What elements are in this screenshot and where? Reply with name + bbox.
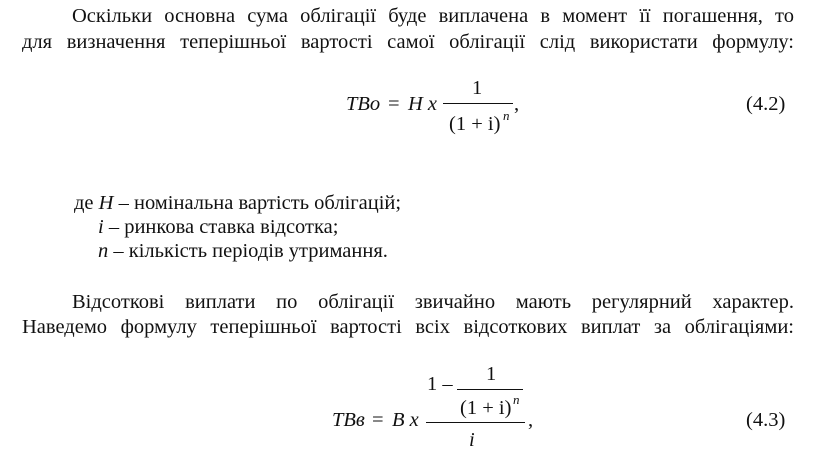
formula-2-equals: = xyxy=(372,409,384,431)
paragraph-2-line-2: Наведемо формулу теперішньої вартості всіх відсоткових виплат за облігаціями: xyxy=(22,316,794,338)
formula-2-outer-denominator: i xyxy=(469,429,475,451)
definition-text-i: – ринкова ставка відсотка; xyxy=(108,216,339,238)
formula-2-inner-fraction-bar xyxy=(457,389,523,390)
definition-i xyxy=(98,215,816,239)
formula-2-exponent: n xyxy=(513,392,520,407)
definition-h xyxy=(74,191,816,215)
formula-1-comma: , xyxy=(514,93,520,115)
paragraph-1-line-2: для визначення теперішньої вартості самої облігації слід використати формулу: xyxy=(22,31,794,53)
formula-1-exponent: n xyxy=(503,108,510,123)
formula-1-coef: Н х xyxy=(408,93,438,115)
equation-number-4-2: (4.2) xyxy=(746,93,786,115)
definition-text-n: – кількість періодів утримання. xyxy=(113,240,388,262)
definition-symbol-i: і xyxy=(98,216,104,238)
paragraph-1-line-1: Оскільки основна сума облігації буде виплачена в момент її погашення, то xyxy=(72,5,794,27)
definition-text-h: – номінальна вартість облігацій; xyxy=(118,192,402,214)
formula-2-inner-numerator: 1 xyxy=(486,363,497,385)
formula-2-comma: , xyxy=(528,409,534,431)
formula-2-inner-denominator: (1 + i) xyxy=(460,397,512,419)
formula-2-outer-numerator-prefix: 1 – xyxy=(427,373,453,395)
formula-1-lhs: ТВо xyxy=(346,93,381,115)
paragraph-2-line-1: Відсоткові виплати по облігації звичайно мають регулярний характер. xyxy=(72,291,794,313)
definition-symbol-n: п xyxy=(98,240,109,262)
formula-2-outer-fraction-bar xyxy=(426,422,525,423)
definition-symbol-h: Н xyxy=(98,192,114,214)
formula-1-denominator: (1 + i) xyxy=(449,113,501,135)
formula-2-lhs: ТВв xyxy=(332,409,365,431)
formula-1-numerator: 1 xyxy=(472,77,483,99)
formula-1-equals: = xyxy=(388,93,400,115)
equation-number-4-3: (4.3) xyxy=(746,409,786,431)
formula-2-coef: В х xyxy=(392,409,419,431)
formula-1-fraction-bar xyxy=(443,103,513,104)
definition-prefix: де xyxy=(74,192,94,214)
definition-n xyxy=(98,239,816,263)
